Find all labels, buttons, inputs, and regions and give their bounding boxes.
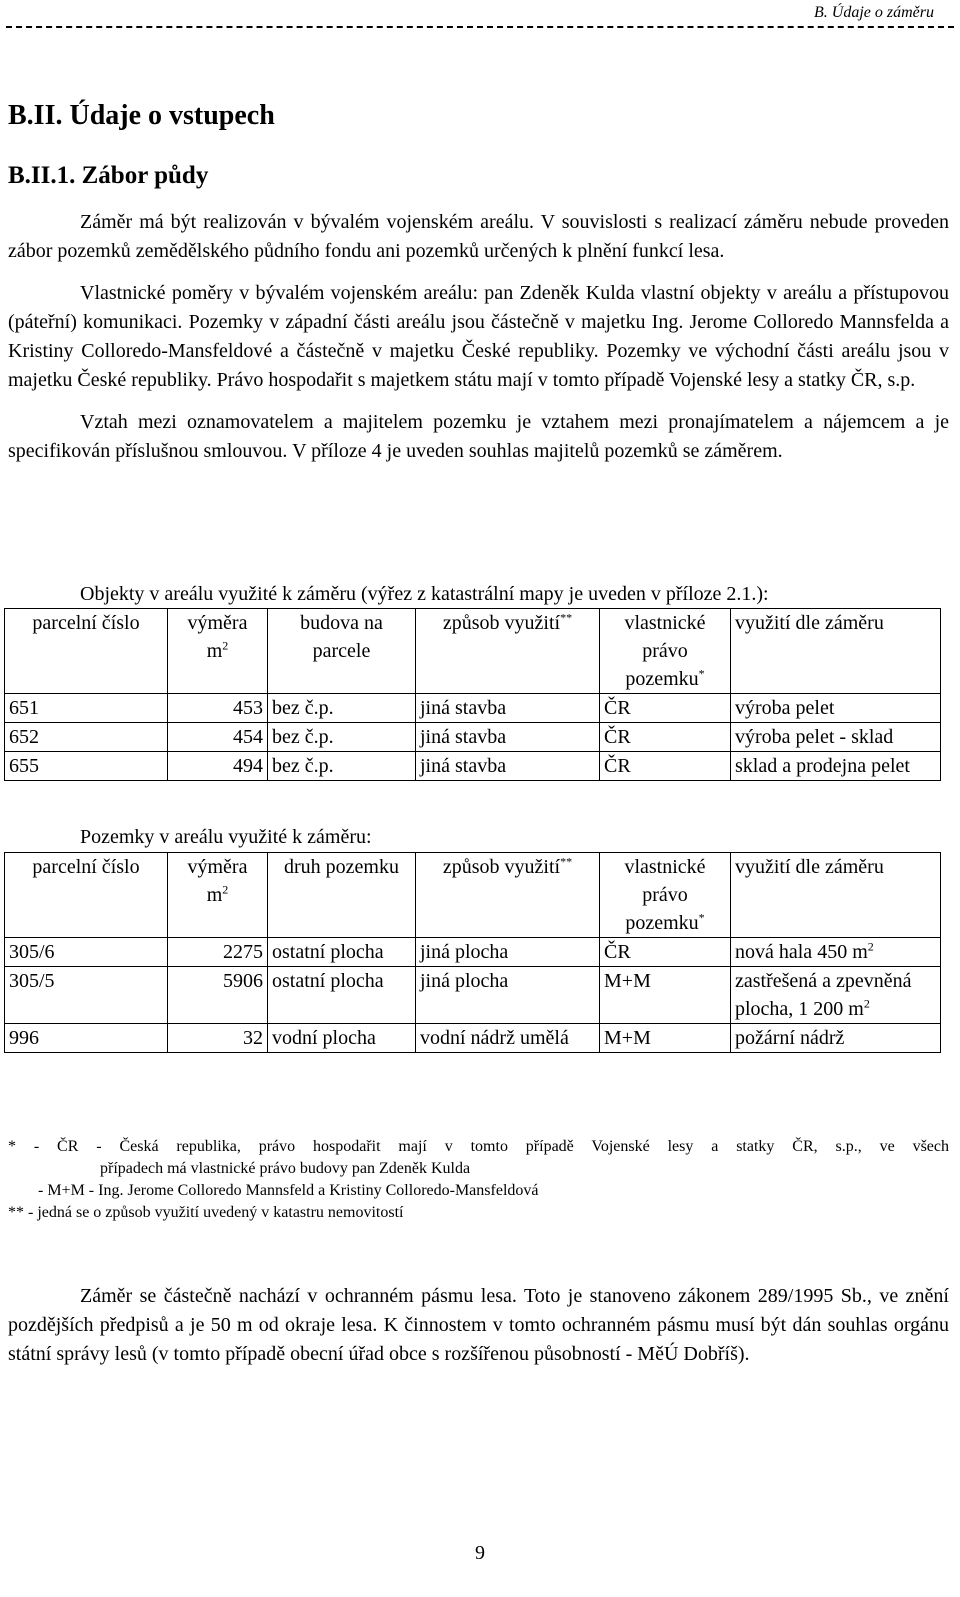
footnotes: [8, 1136, 949, 1224]
lands-table: [4, 852, 941, 1053]
footnote-1-cont: případech má vlastnické právo budovy pan Zdeněk Kulda: [100, 1160, 471, 1177]
header-area: výměra $m^2$: [168, 609, 268, 694]
intro-paragraphs: [8, 208, 949, 466]
table1-caption: Objekty v areálu využité k záměru (výřez z katastrální mapy je uveden v příloze 2.1.):: [80, 583, 769, 605]
table-row: 305/6 2275 ostatní plocha jiná plocha ČR nová hala 450 $m^2$: [5, 938, 941, 967]
objects-table: [4, 608, 941, 781]
table-row: 996 32 vodní plocha vodní nádrž umělá M+M požární nádrž: [5, 1024, 941, 1053]
header-parcel: parcelní číslo: [5, 853, 168, 938]
header-parcel: parcelní číslo: [5, 609, 168, 694]
table-row: 305/5 5906 ostatní plocha jiná plocha M+M zastřešená a zpevněná plocha, 1 200 $m^2$: [5, 967, 941, 1024]
header-ownership: vlastnické právo pozemku*: [600, 609, 731, 694]
footnote-3: ** - jedná se o způsob využití uvedený v katastru nemovitostí: [8, 1204, 404, 1221]
table-row: 655 494 bez č.p. jiná stavba ČR sklad a prodejna pelet: [5, 752, 941, 781]
footnote-2: - M+M - Ing. Jerome Colloredo Mannsfeld a Kristiny Colloredo-Mansfeldová: [38, 1182, 539, 1199]
header-area: výměra $m^2$: [168, 853, 268, 938]
table2-caption: Pozemky v areálu využité k záměru:: [80, 826, 372, 848]
running-header: B. Údaje o záměru: [814, 4, 934, 21]
paragraph-2: Vlastnické poměry v bývalém vojenském areálu: pan Zdeněk Kulda vlastní objekty v areálu a přístupovou (páteřní) komunikaci. Pozemky v západní části areálu jsou částečně v majetku Ing. Jerome Colloredo Mannsfelda a Kristiny Colloredo-Mansfeldové a částečně v majetku České republiky. Pozemky ve východní části areálu jsou v majetku České republiky. Právo hospodařit s majetkem státu mají v tomto případě Vojenské lesy a statky ČR, s.p.: [8, 282, 949, 391]
closing-paragraph-block: [8, 1282, 949, 1369]
page-number: 9: [475, 1542, 485, 1564]
subsection-heading: B.II.1. Zábor půdy: [8, 162, 209, 189]
closing-paragraph: Záměr se částečně nachází v ochranném pásmu lesa. Toto je stanoveno zákonem 289/1995 Sb., ve znění pozdějších předpisů a je 50 m od okraje lesa. K činnostem v tomto ochranném pásmu musí být dán souhlas orgánu státní správy lesů (v tomto případě obecní úřad obce s rozšířenou působností - MěÚ Dobříš).: [8, 1285, 949, 1365]
header-usage: způsob využití**: [416, 609, 600, 694]
header-purpose: využití dle záměru: [731, 609, 941, 694]
header-divider: [6, 26, 954, 28]
paragraph-1: Záměr má být realizován v bývalém vojenském areálu. V souvislosti s realizací záměru nebude proveden zábor pozemků zemědělského půdního fondu ani pozemků určených k plnění funkcí lesa.: [8, 211, 949, 262]
header-ownership: vlastnické právo pozemku*: [600, 853, 731, 938]
header-usage: způsob využití**: [416, 853, 600, 938]
table-row: 651 453 bez č.p. jiná stavba ČR výroba pelet: [5, 694, 941, 723]
header-land-type: druh pozemku: [268, 853, 416, 938]
table-header-row: [5, 609, 941, 694]
table-header-row: [5, 853, 941, 938]
paragraph-3: Vztah mezi oznamovatelem a majitelem pozemku je vztahem mezi pronajímatelem a nájemcem a je specifikován příslušnou smlouvou. V příloze 4 je uveden souhlas majitelů pozemků se záměrem.: [8, 411, 949, 462]
header-purpose: využití dle záměru: [731, 853, 941, 938]
footnote-1: * - ČR - Česká republika, právo hospodařit mají v tomto případě Vojenské lesy a statky ČR, s.p., ve všech: [8, 1138, 949, 1155]
section-heading: B.II. Údaje o vstupech: [8, 100, 275, 131]
table-row: 652 454 bez č.p. jiná stavba ČR výroba pelet - sklad: [5, 723, 941, 752]
header-building: budova na parcele: [268, 609, 416, 694]
